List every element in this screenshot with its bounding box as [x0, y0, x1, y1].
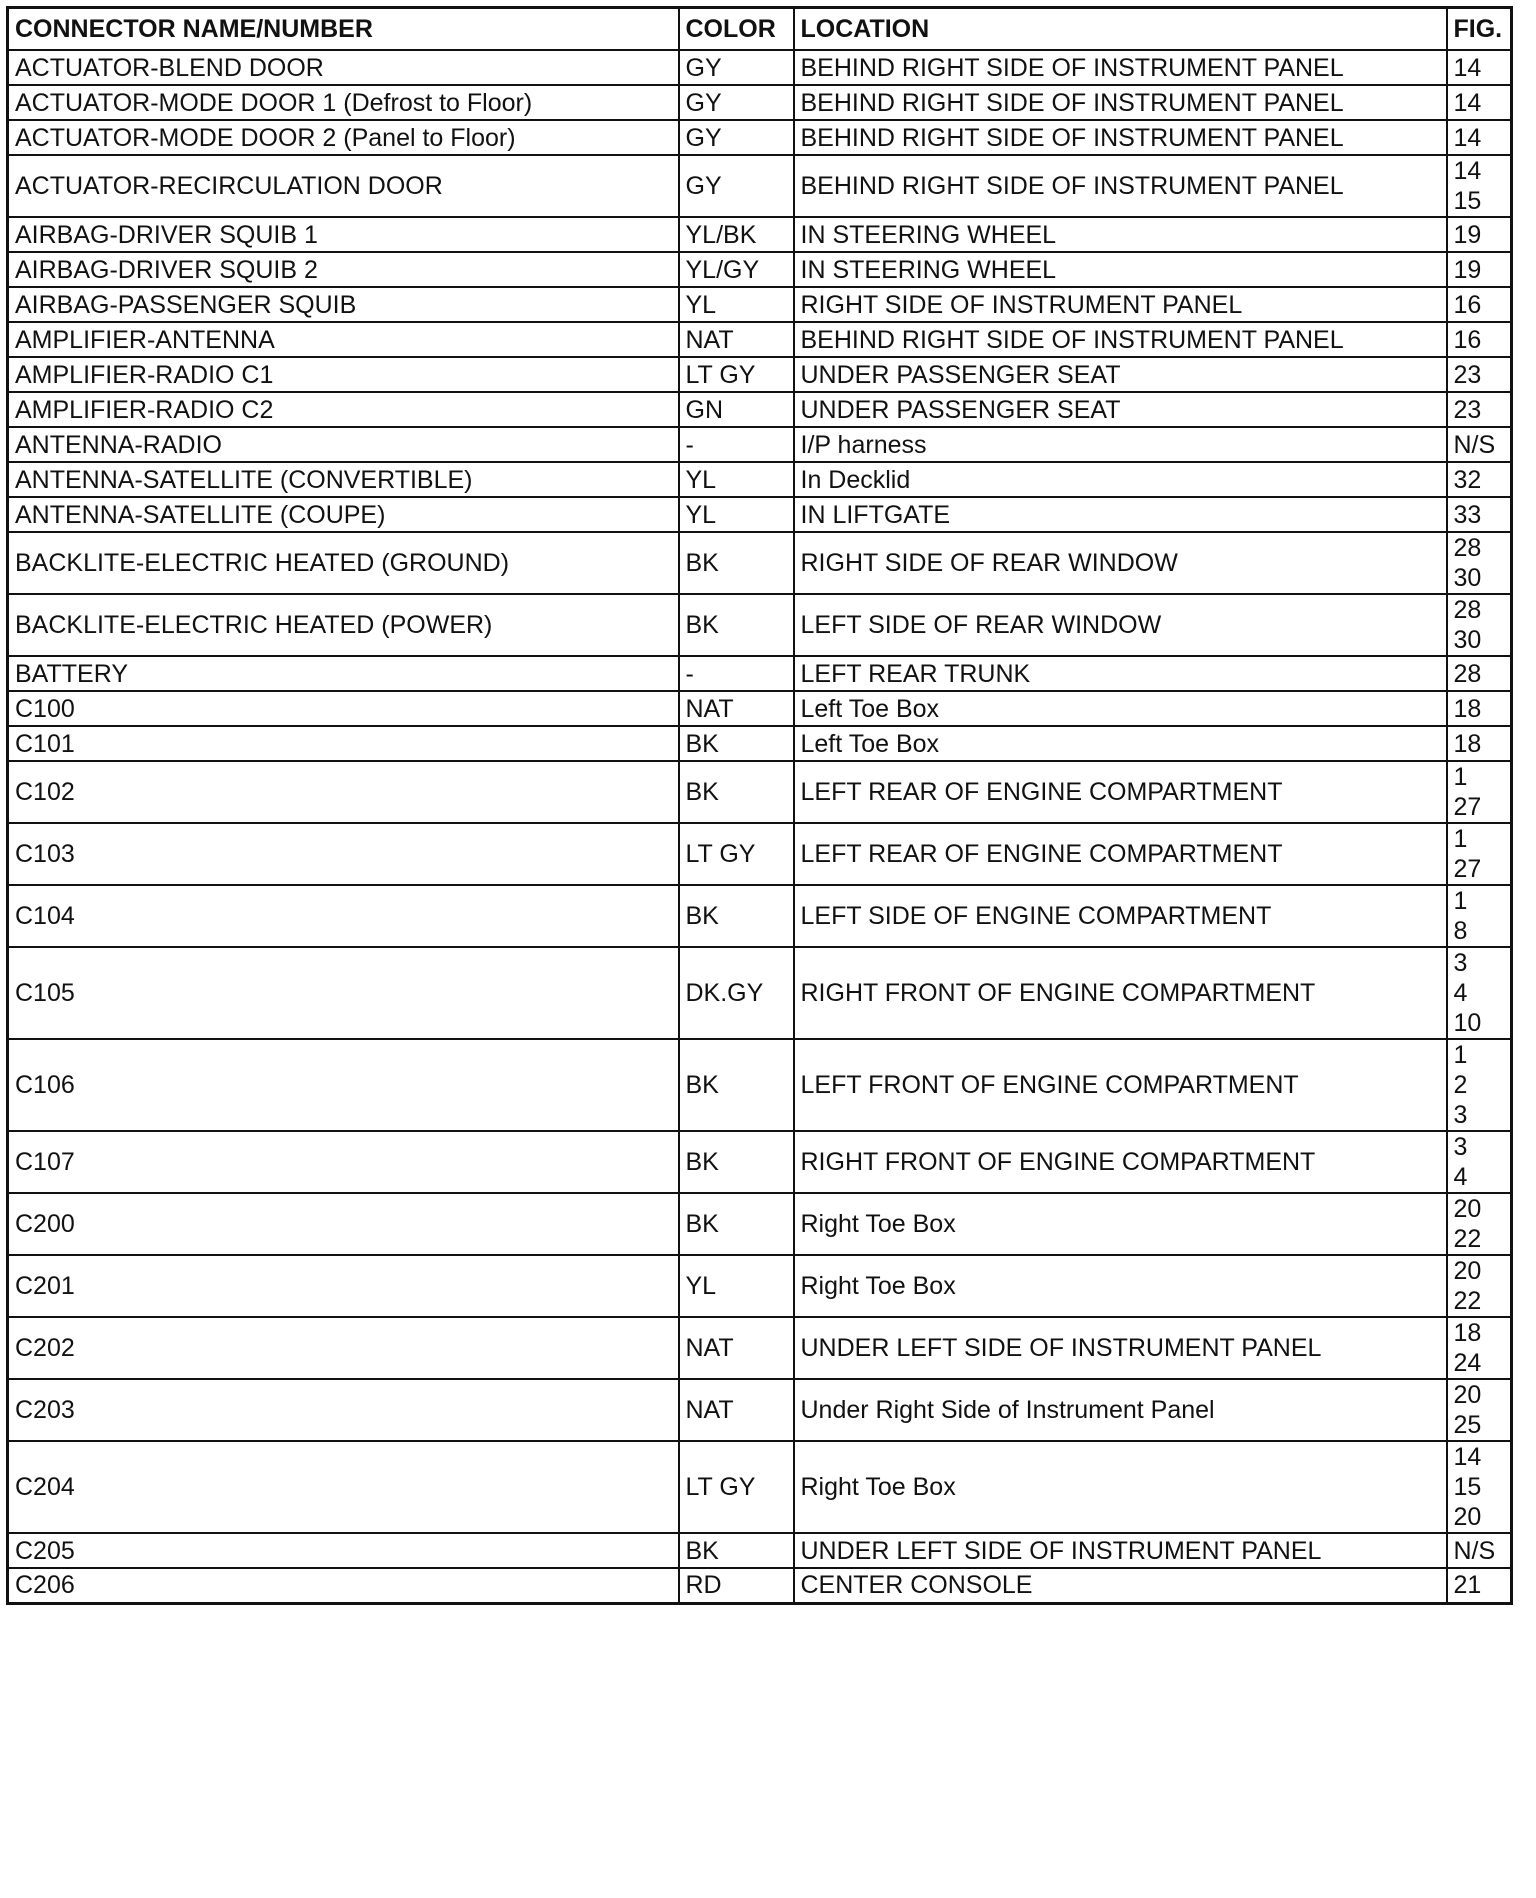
- connector-name-cell: C201: [8, 1255, 679, 1317]
- fig-cell: [1447, 427, 1512, 462]
- fig-number: 20: [1453, 1195, 1482, 1223]
- table-row: [8, 691, 1512, 726]
- fig-number: 2: [1453, 1071, 1468, 1099]
- fig-number: 22: [1453, 1287, 1482, 1315]
- fig-number: 3: [1453, 1101, 1468, 1129]
- fig-number: 22: [1453, 1225, 1482, 1253]
- color-cell: GY: [679, 85, 794, 120]
- connector-name-cell: ACTUATOR-MODE DOOR 1 (Defrost to Floor): [8, 85, 679, 120]
- location-cell: UNDER PASSENGER SEAT: [794, 392, 1447, 427]
- connector-table: [6, 6, 1513, 1605]
- location-cell: LEFT REAR OF ENGINE COMPARTMENT: [794, 823, 1447, 885]
- header-color: COLOR: [679, 8, 794, 51]
- table-row: [8, 594, 1512, 656]
- connector-name-cell: AIRBAG-PASSENGER SQUIB: [8, 287, 679, 322]
- color-cell: YL/GY: [679, 252, 794, 287]
- color-cell: -: [679, 427, 794, 462]
- connector-name-cell: C107: [8, 1131, 679, 1193]
- fig-number: 1: [1453, 887, 1468, 915]
- connector-name-cell: ACTUATOR-MODE DOOR 2 (Panel to Floor): [8, 120, 679, 155]
- connector-name-cell: ANTENNA-SATELLITE (CONVERTIBLE): [8, 462, 679, 497]
- connector-name-cell: C205: [8, 1533, 679, 1568]
- connector-name-cell: C103: [8, 823, 679, 885]
- fig-number: 21: [1453, 1571, 1482, 1600]
- color-cell: YL: [679, 287, 794, 322]
- fig-number: 4: [1453, 1163, 1468, 1191]
- location-cell: I/P harness: [794, 427, 1447, 462]
- connector-name-cell: AMPLIFIER-ANTENNA: [8, 322, 679, 357]
- fig-number: 23: [1453, 395, 1482, 424]
- connector-name-cell: AIRBAG-DRIVER SQUIB 1: [8, 217, 679, 252]
- table-row: [8, 1317, 1512, 1379]
- location-cell: IN STEERING WHEEL: [794, 217, 1447, 252]
- connector-name-cell: C200: [8, 1193, 679, 1255]
- color-cell: GN: [679, 392, 794, 427]
- location-cell: Left Toe Box: [794, 691, 1447, 726]
- location-cell: In Decklid: [794, 462, 1447, 497]
- connector-name-cell: C105: [8, 947, 679, 1039]
- fig-number: 27: [1453, 855, 1482, 883]
- fig-number: 3: [1453, 1133, 1468, 1161]
- color-cell: BK: [679, 885, 794, 947]
- color-cell: BK: [679, 1131, 794, 1193]
- table-row: [8, 1533, 1512, 1568]
- table-header-row: [8, 8, 1512, 51]
- table-row: [8, 726, 1512, 761]
- location-cell: IN LIFTGATE: [794, 497, 1447, 532]
- header-connector-name: CONNECTOR NAME/NUMBER: [8, 8, 679, 51]
- color-cell: GY: [679, 155, 794, 217]
- fig-cell: [1447, 462, 1512, 497]
- fig-cell: [1447, 120, 1512, 155]
- table-row: [8, 50, 1512, 85]
- fig-number: 25: [1453, 1411, 1482, 1439]
- fig-number: N/S: [1453, 430, 1496, 459]
- fig-number: 23: [1453, 360, 1482, 389]
- fig-number: 3: [1453, 949, 1468, 977]
- fig-cell: [1447, 656, 1512, 691]
- fig-number: 28: [1453, 659, 1482, 688]
- fig-number: 18: [1453, 694, 1482, 723]
- fig-cell: [1447, 1193, 1512, 1255]
- fig-number: 14: [1453, 1443, 1482, 1471]
- connector-name-cell: C100: [8, 691, 679, 726]
- fig-cell: [1447, 1533, 1512, 1568]
- location-cell: Right Toe Box: [794, 1255, 1447, 1317]
- location-cell: BEHIND RIGHT SIDE OF INSTRUMENT PANEL: [794, 155, 1447, 217]
- table-row: [8, 497, 1512, 532]
- table-row: [8, 462, 1512, 497]
- fig-cell: [1447, 726, 1512, 761]
- fig-number: 16: [1453, 290, 1482, 319]
- fig-number: 33: [1453, 500, 1482, 529]
- connector-name-cell: AMPLIFIER-RADIO C2: [8, 392, 679, 427]
- color-cell: -: [679, 656, 794, 691]
- table-row: [8, 1441, 1512, 1533]
- fig-cell: [1447, 322, 1512, 357]
- table-row: [8, 1193, 1512, 1255]
- table-row: [8, 155, 1512, 217]
- color-cell: YL/BK: [679, 217, 794, 252]
- table-row: [8, 1379, 1512, 1441]
- connector-name-cell: C203: [8, 1379, 679, 1441]
- table-row: [8, 357, 1512, 392]
- color-cell: YL: [679, 1255, 794, 1317]
- fig-number: 1: [1453, 1041, 1468, 1069]
- table-row: [8, 120, 1512, 155]
- fig-cell: [1447, 885, 1512, 947]
- header-location: LOCATION: [794, 8, 1447, 51]
- color-cell: NAT: [679, 1317, 794, 1379]
- fig-number: 18: [1453, 1319, 1482, 1347]
- fig-cell: [1447, 155, 1512, 217]
- fig-number: 14: [1453, 53, 1482, 82]
- header-fig: FIG.: [1447, 8, 1512, 51]
- fig-cell: [1447, 691, 1512, 726]
- location-cell: BEHIND RIGHT SIDE OF INSTRUMENT PANEL: [794, 85, 1447, 120]
- table-row: [8, 823, 1512, 885]
- table-row: [8, 656, 1512, 691]
- fig-number: 20: [1453, 1381, 1482, 1409]
- fig-number: 28: [1453, 534, 1482, 562]
- fig-number: 1: [1453, 763, 1468, 791]
- fig-cell: [1447, 217, 1512, 252]
- fig-number: 10: [1453, 1009, 1482, 1037]
- fig-cell: [1447, 287, 1512, 322]
- connector-name-cell: C104: [8, 885, 679, 947]
- fig-cell: [1447, 357, 1512, 392]
- location-cell: UNDER LEFT SIDE OF INSTRUMENT PANEL: [794, 1533, 1447, 1568]
- location-cell: LEFT SIDE OF ENGINE COMPARTMENT: [794, 885, 1447, 947]
- location-cell: UNDER PASSENGER SEAT: [794, 357, 1447, 392]
- table-row: [8, 217, 1512, 252]
- color-cell: YL: [679, 497, 794, 532]
- location-cell: IN STEERING WHEEL: [794, 252, 1447, 287]
- color-cell: BK: [679, 1193, 794, 1255]
- connector-name-cell: ACTUATOR-RECIRCULATION DOOR: [8, 155, 679, 217]
- color-cell: BK: [679, 726, 794, 761]
- connector-name-cell: C101: [8, 726, 679, 761]
- location-cell: RIGHT SIDE OF INSTRUMENT PANEL: [794, 287, 1447, 322]
- fig-number: 1: [1453, 825, 1468, 853]
- fig-cell: [1447, 497, 1512, 532]
- color-cell: GY: [679, 120, 794, 155]
- fig-cell: [1447, 532, 1512, 594]
- fig-number: 14: [1453, 123, 1482, 152]
- fig-cell: [1447, 947, 1512, 1039]
- table-row: [8, 532, 1512, 594]
- color-cell: GY: [679, 50, 794, 85]
- fig-number: 14: [1453, 88, 1482, 117]
- fig-number: 19: [1453, 220, 1482, 249]
- color-cell: NAT: [679, 691, 794, 726]
- color-cell: BK: [679, 1533, 794, 1568]
- fig-number: 18: [1453, 729, 1482, 758]
- table-row: [8, 1039, 1512, 1131]
- connector-name-cell: ANTENNA-SATELLITE (COUPE): [8, 497, 679, 532]
- color-cell: NAT: [679, 1379, 794, 1441]
- fig-cell: [1447, 1317, 1512, 1379]
- color-cell: LT GY: [679, 823, 794, 885]
- connector-name-cell: ACTUATOR-BLEND DOOR: [8, 50, 679, 85]
- fig-cell: [1447, 1568, 1512, 1603]
- table-row: [8, 322, 1512, 357]
- color-cell: BK: [679, 594, 794, 656]
- location-cell: UNDER LEFT SIDE OF INSTRUMENT PANEL: [794, 1317, 1447, 1379]
- table-row: [8, 427, 1512, 462]
- fig-cell: [1447, 761, 1512, 823]
- connector-name-cell: BACKLITE-ELECTRIC HEATED (GROUND): [8, 532, 679, 594]
- fig-number: 14: [1453, 157, 1482, 185]
- location-cell: LEFT FRONT OF ENGINE COMPARTMENT: [794, 1039, 1447, 1131]
- table-row: [8, 1255, 1512, 1317]
- location-cell: Right Toe Box: [794, 1441, 1447, 1533]
- fig-cell: [1447, 823, 1512, 885]
- location-cell: LEFT SIDE OF REAR WINDOW: [794, 594, 1447, 656]
- location-cell: RIGHT FRONT OF ENGINE COMPARTMENT: [794, 947, 1447, 1039]
- fig-number: 20: [1453, 1503, 1482, 1531]
- location-cell: CENTER CONSOLE: [794, 1568, 1447, 1603]
- table-row: [8, 1568, 1512, 1603]
- fig-cell: [1447, 1379, 1512, 1441]
- fig-cell: [1447, 392, 1512, 427]
- table-body: [8, 50, 1512, 1603]
- table-row: [8, 947, 1512, 1039]
- table-row: [8, 252, 1512, 287]
- fig-cell: [1447, 1255, 1512, 1317]
- fig-number: 30: [1453, 626, 1482, 654]
- fig-number: 28: [1453, 596, 1482, 624]
- fig-cell: [1447, 252, 1512, 287]
- connector-name-cell: C202: [8, 1317, 679, 1379]
- connector-name-cell: C106: [8, 1039, 679, 1131]
- fig-cell: [1447, 1131, 1512, 1193]
- connector-name-cell: BATTERY: [8, 656, 679, 691]
- color-cell: BK: [679, 1039, 794, 1131]
- fig-number: 24: [1453, 1349, 1482, 1377]
- connector-name-cell: ANTENNA-RADIO: [8, 427, 679, 462]
- color-cell: NAT: [679, 322, 794, 357]
- location-cell: Under Right Side of Instrument Panel: [794, 1379, 1447, 1441]
- location-cell: BEHIND RIGHT SIDE OF INSTRUMENT PANEL: [794, 322, 1447, 357]
- connector-name-cell: C204: [8, 1441, 679, 1533]
- fig-number: N/S: [1453, 1536, 1496, 1565]
- color-cell: LT GY: [679, 1441, 794, 1533]
- table-row: [8, 761, 1512, 823]
- fig-cell: [1447, 594, 1512, 656]
- table-row: [8, 392, 1512, 427]
- location-cell: LEFT REAR OF ENGINE COMPARTMENT: [794, 761, 1447, 823]
- location-cell: LEFT REAR TRUNK: [794, 656, 1447, 691]
- location-cell: RIGHT SIDE OF REAR WINDOW: [794, 532, 1447, 594]
- location-cell: Right Toe Box: [794, 1193, 1447, 1255]
- fig-number: 30: [1453, 564, 1482, 592]
- table-row: [8, 85, 1512, 120]
- connector-name-cell: AMPLIFIER-RADIO C1: [8, 357, 679, 392]
- table-row: [8, 287, 1512, 322]
- table-row: [8, 1131, 1512, 1193]
- location-cell: BEHIND RIGHT SIDE OF INSTRUMENT PANEL: [794, 50, 1447, 85]
- color-cell: BK: [679, 532, 794, 594]
- fig-cell: [1447, 85, 1512, 120]
- connector-name-cell: AIRBAG-DRIVER SQUIB 2: [8, 252, 679, 287]
- connector-name-cell: C102: [8, 761, 679, 823]
- location-cell: BEHIND RIGHT SIDE OF INSTRUMENT PANEL: [794, 120, 1447, 155]
- table-row: [8, 885, 1512, 947]
- fig-number: 8: [1453, 917, 1468, 945]
- color-cell: YL: [679, 462, 794, 497]
- fig-cell: [1447, 50, 1512, 85]
- fig-number: 4: [1453, 979, 1468, 1007]
- fig-number: 32: [1453, 465, 1482, 494]
- fig-number: 19: [1453, 255, 1482, 284]
- location-cell: RIGHT FRONT OF ENGINE COMPARTMENT: [794, 1131, 1447, 1193]
- fig-cell: [1447, 1039, 1512, 1131]
- color-cell: BK: [679, 761, 794, 823]
- color-cell: DK.GY: [679, 947, 794, 1039]
- fig-number: 15: [1453, 187, 1482, 215]
- fig-number: 27: [1453, 793, 1482, 821]
- fig-number: 16: [1453, 325, 1482, 354]
- color-cell: LT GY: [679, 357, 794, 392]
- fig-number: 15: [1453, 1473, 1482, 1501]
- fig-number: 20: [1453, 1257, 1482, 1285]
- connector-name-cell: BACKLITE-ELECTRIC HEATED (POWER): [8, 594, 679, 656]
- location-cell: Left Toe Box: [794, 726, 1447, 761]
- fig-cell: [1447, 1441, 1512, 1533]
- connector-name-cell: C206: [8, 1568, 679, 1603]
- color-cell: RD: [679, 1568, 794, 1603]
